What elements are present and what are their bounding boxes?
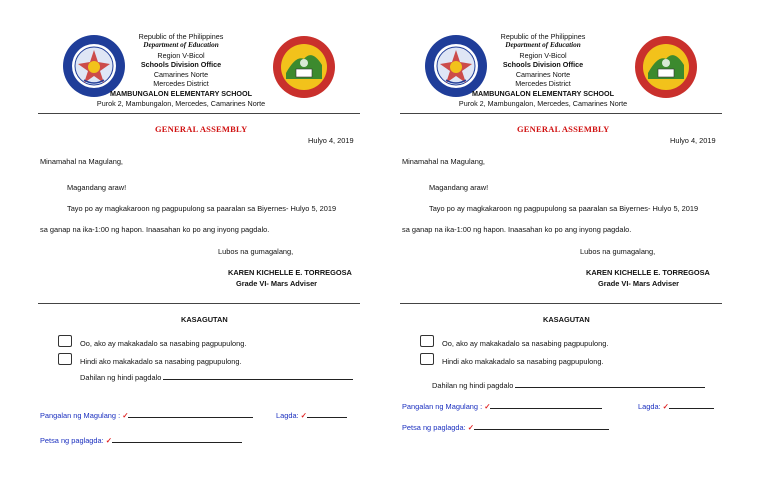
notice-position: Grade VI- Mars Adviser xyxy=(236,279,318,288)
check-icon: ✓ xyxy=(300,411,307,420)
check-icon: ✓ xyxy=(467,423,474,432)
header-address: Purok 2, Mambungalon, Mercedes, Camarines Norte xyxy=(96,99,266,108)
memo-slip-left xyxy=(0,0,362,503)
header-province: Camarines Norte xyxy=(153,70,209,79)
notice-body-1: Tayo po ay magkakaroon ng pagpupulong sa paaralan sa Biyernes- Hulyo 5, 2019 xyxy=(429,204,699,213)
reason-row xyxy=(432,380,705,390)
notice-closing: Lubos na gumagalang, xyxy=(580,247,656,256)
date-signed-label: Petsa ng paglagda: xyxy=(402,423,466,432)
header-school: MAMBUNGALON ELEMENTARY SCHOOL xyxy=(471,89,614,98)
date-signed-row xyxy=(40,435,242,445)
checkbox-not-attend[interactable] xyxy=(420,353,434,365)
notice-date: Hulyo 4, 2019 xyxy=(308,136,354,145)
notice-title: GENERAL ASSEMBLY xyxy=(155,124,248,134)
parent-name-label: Pangalan ng Magulang : xyxy=(40,411,121,420)
parent-name-field[interactable] xyxy=(490,401,602,409)
header-division: Schools Division Office xyxy=(140,60,222,69)
parent-name-row xyxy=(402,401,602,411)
checkbox-attend[interactable] xyxy=(420,335,434,347)
check-icon: ✓ xyxy=(105,436,112,445)
notice-signatory: KAREN KICHELLE E. TORREGOSA xyxy=(228,268,352,277)
notice-closing: Lubos na gumagalang, xyxy=(218,247,294,256)
header-deped: Department of Education xyxy=(505,41,581,49)
date-signed-row xyxy=(402,422,609,432)
checkbox-attend[interactable] xyxy=(58,335,72,347)
notice-position: Grade VI- Mars Adviser xyxy=(598,279,680,288)
option-not-attend-label: Hindi ako makakadalo sa nasabing pagpupulong. xyxy=(80,357,242,366)
date-signed-field[interactable] xyxy=(112,435,242,443)
reply-heading: KASAGUTAN xyxy=(543,315,590,324)
header-address: Purok 2, Mambungalon, Mercedes, Camarines Norte xyxy=(458,99,628,108)
header-school: MAMBUNGALON ELEMENTARY SCHOOL xyxy=(109,89,252,98)
divider-top xyxy=(38,113,360,114)
date-signed-field[interactable] xyxy=(474,422,609,430)
reason-label: Dahilan ng hindi pagdalo xyxy=(80,373,162,382)
reason-row xyxy=(80,372,353,382)
signature-label: Lagda: xyxy=(638,402,661,411)
notice-signatory: KAREN KICHELLE E. TORREGOSA xyxy=(586,268,710,277)
header-republic: Republic of the Philippines xyxy=(138,32,224,41)
reason-field[interactable] xyxy=(163,372,353,380)
header-district: Mercedes District xyxy=(515,79,571,88)
signature-field[interactable] xyxy=(669,401,714,409)
divider-top xyxy=(400,113,722,114)
notice-date: Hulyo 4, 2019 xyxy=(670,136,716,145)
header-republic: Republic of the Philippines xyxy=(500,32,586,41)
parent-name-row xyxy=(40,410,253,420)
header-deped: Department of Education xyxy=(143,41,219,49)
divider-cut xyxy=(400,303,722,304)
header-district: Mercedes District xyxy=(153,79,209,88)
notice-greeting: Magandang araw! xyxy=(429,183,489,192)
notice-body-2: sa ganap na ika-1:00 ng hapon. Inaasahan ko po ang inyong pagdalo. xyxy=(40,225,270,234)
checkbox-not-attend[interactable] xyxy=(58,353,72,365)
reply-heading: KASAGUTAN xyxy=(181,315,228,324)
notice-greeting: Magandang araw! xyxy=(67,183,127,192)
notice-salutation: Minamahal na Magulang, xyxy=(402,157,485,166)
reason-field[interactable] xyxy=(515,380,705,388)
signature-row xyxy=(276,410,347,420)
header-province: Camarines Norte xyxy=(515,70,571,79)
date-signed-label: Petsa ng paglagda: xyxy=(40,436,104,445)
parent-name-field[interactable] xyxy=(128,410,253,418)
check-icon: ✓ xyxy=(662,402,669,411)
option-attend-label: Oo, ako ay makakadalo sa nasabing pagpupulong. xyxy=(80,339,247,348)
parent-name-label: Pangalan ng Magulang : xyxy=(402,402,483,411)
signature-field[interactable] xyxy=(307,410,347,418)
signature-row xyxy=(638,401,714,411)
memo-slip-right xyxy=(362,0,724,503)
notice-salutation: Minamahal na Magulang, xyxy=(40,157,123,166)
option-not-attend-label: Hindi ako makakadalo sa nasabing pagpupulong. xyxy=(442,357,604,366)
notice-body-1: Tayo po ay magkakaroon ng pagpupulong sa paaralan sa Biyernes- Hulyo 5, 2019 xyxy=(67,204,337,213)
check-icon: ✓ xyxy=(484,402,491,411)
check-icon: ✓ xyxy=(122,411,129,420)
reason-label: Dahilan ng hindi pagdalo xyxy=(432,381,514,390)
signature-label: Lagda: xyxy=(276,411,299,420)
header-division: Schools Division Office xyxy=(502,60,584,69)
notice-body-2: sa ganap na ika-1:00 ng hapon. Inaasahan ko po ang inyong pagdalo. xyxy=(402,225,632,234)
option-attend-label: Oo, ako ay makakadalo sa nasabing pagpupulong. xyxy=(442,339,609,348)
notice-title: GENERAL ASSEMBLY xyxy=(517,124,610,134)
header-region: Region V-Bicol xyxy=(519,51,567,60)
divider-cut xyxy=(38,303,360,304)
header-region: Region V-Bicol xyxy=(157,51,205,60)
